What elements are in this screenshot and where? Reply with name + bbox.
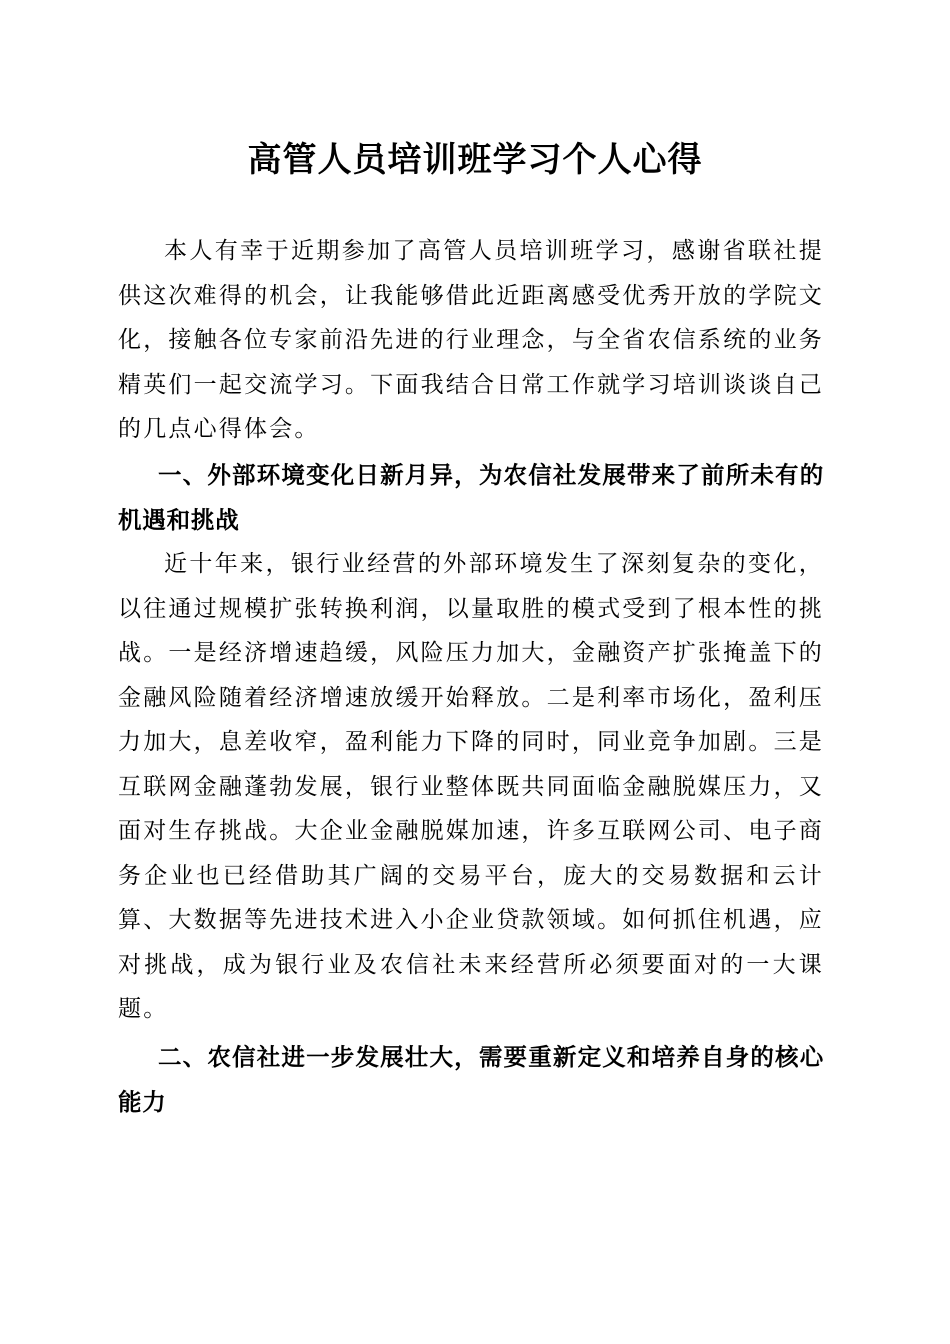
intro-paragraph: 本人有幸于近期参加了高管人员培训班学习，感谢省联社提供这次难得的机会，让我能够借此近距离感受优秀开放的学院文化，接触各位专家前沿先进的行业理念，与全省农信系统的业务精英们一起交流学习。下面我结合日常工作就学习培训谈谈自己的几点心得体会。 bbox=[118, 238, 824, 442]
section-heading-2: 二、农信社进一步发展壮大，需要重新定义和培养自身的核心能力 bbox=[118, 1043, 824, 1116]
section-heading-1: 一、外部环境变化日新月异，为农信社发展带来了前所未有的机遇和挑战 bbox=[118, 461, 824, 534]
document-title: 高管人员培训班学习个人心得 bbox=[247, 140, 703, 180]
section-1-paragraph: 近十年来，银行业经营的外部环境发生了深刻复杂的变化，以往通过规模扩张转换利润，以量取胜的模式受到了根本性的挑战。一是经济增速趋缓，风险压力加大，金融资产扩张掩盖下的金融风险随着经济增速放缓开始释放。二是利率市场化，盈利压力加大，息差收窄，盈利能力下降的同时，同业竞争加剧。三是互联网金融蓬勃发展，银行业整体既共同面临金融脱媒压力，又面对生存挑战。大企业金融脱媒加速，许多互联网公司、电子商务企业也已经借助其广阔的交易平台，庞大的交易数据和云计算、大数据等先进技术进入小企业贷款领域。如何抓住机遇，应对挑战，成为银行业及农信社未来经营所必须要面对的一大课题。 bbox=[118, 551, 824, 1022]
